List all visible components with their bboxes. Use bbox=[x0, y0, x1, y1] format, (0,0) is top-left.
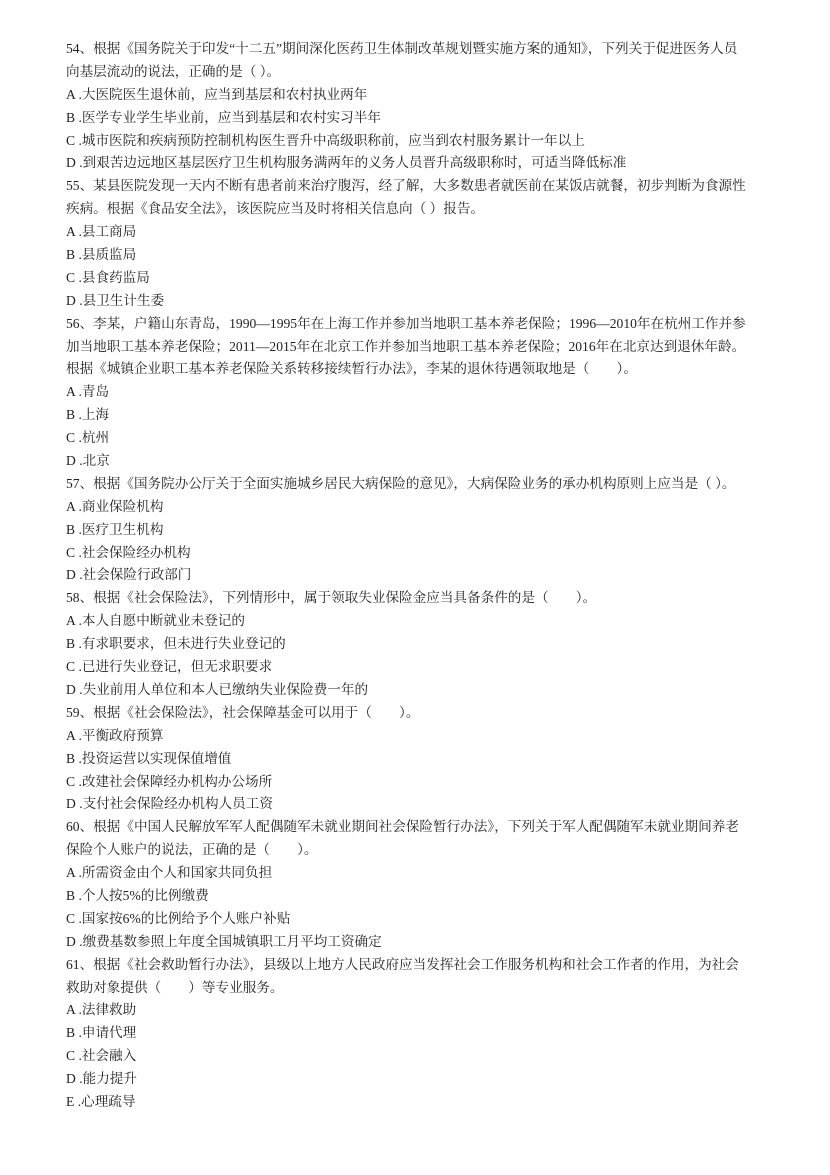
question-stem-line: 56、李某，户籍山东青岛，1990—1995年在上海工作并参加当地职工基本养老保险；1996—2010年在杭州工作并参 bbox=[66, 315, 746, 331]
question-block bbox=[66, 473, 776, 587]
answer-option: C .县食药监局 bbox=[66, 269, 150, 285]
question-block bbox=[66, 954, 776, 1114]
answer-option: B .投资运营以实现保值增值 bbox=[66, 750, 232, 766]
answer-option: A .商业保险机构 bbox=[66, 498, 164, 514]
question-stem-line: 54、根据《国务院关于印发“十二五”期间深化医药卫生体制改革规划暨实施方案的通知》，下列关于促进医务人员 bbox=[66, 41, 738, 56]
question-stem-line: 保险个人账户的说法，正确的是（ ）。 bbox=[66, 842, 318, 858]
answer-option: A .县工商局 bbox=[66, 224, 137, 240]
exam-document bbox=[66, 38, 776, 1114]
answer-option: B .申请代理 bbox=[66, 1025, 137, 1041]
question-stem-line: 救助对象提供（ ）等专业服务。 bbox=[66, 979, 284, 995]
question-stem-line: 疾病。根据《食品安全法》，该医院应当及时将相关信息向（ ）报告。 bbox=[66, 201, 485, 217]
question-stem-line: 向基层流动的说法，正确的是（ ）。 bbox=[66, 63, 281, 79]
answer-option: A .法律救助 bbox=[66, 1002, 137, 1018]
question-block bbox=[66, 313, 776, 473]
answer-option: D .能力提升 bbox=[66, 1071, 137, 1087]
question-stem-line: 60、根据《中国人民解放军军人配偶随军未就业期间社会保险暂行办法》，下列关于军人配偶随军未就业期间养老 bbox=[66, 819, 739, 835]
answer-option: B .有求职要求，但未进行失业登记的 bbox=[66, 636, 286, 652]
answer-option: D .北京 bbox=[66, 453, 110, 469]
answer-option: C .杭州 bbox=[66, 430, 110, 446]
question-stem-line: 加当地职工基本养老保险；2011—2015年在北京工作并参加当地职工基本养老保险；2016年在北京达到退休年龄。 bbox=[66, 338, 746, 354]
question-block bbox=[66, 587, 776, 701]
answer-option: C .改建社会保障经办机构办公场所 bbox=[66, 773, 273, 789]
answer-option: B .县质监局 bbox=[66, 247, 137, 263]
question-stem-line: 55、某县医院发现一天内不断有患者前来治疗腹泻，经了解，大多数患者就医前在某饭店就餐，初步判断为食源性 bbox=[66, 178, 746, 194]
question-block bbox=[66, 816, 776, 953]
answer-option: D .县卫生计生委 bbox=[66, 292, 165, 308]
answer-option: D .缴费基数参照上年度全国城镇职工月平均工资确定 bbox=[66, 933, 382, 949]
answer-option: A .青岛 bbox=[66, 384, 110, 400]
question-block bbox=[66, 38, 776, 175]
answer-option: B .上海 bbox=[66, 407, 110, 423]
answer-option: C .城市医院和疾病预防控制机构医生晋升中高级职称前，应当到农村服务累计一年以上 bbox=[66, 132, 585, 148]
question-block bbox=[66, 175, 776, 312]
answer-option: B .医疗卫生机构 bbox=[66, 521, 164, 537]
answer-option: D .社会保险行政部门 bbox=[66, 567, 192, 583]
answer-option: C .社会保险经办机构 bbox=[66, 544, 191, 560]
answer-option: C .国家按6%的比例给予个人账户补贴 bbox=[66, 910, 291, 926]
question-stem-line: 61、根据《社会救助暂行办法》，县级以上地方人民政府应当发挥社会工作服务机构和社会工作者的作用，为社会 bbox=[66, 956, 739, 972]
answer-option: E .心理疏导 bbox=[66, 1093, 136, 1109]
answer-option: B .医学专业学生毕业前，应当到基层和农村实习半年 bbox=[66, 109, 381, 125]
answer-option: B .个人按5%的比例缴费 bbox=[66, 887, 209, 903]
question-stem-line: 57、根据《国务院办公厅关于全面实施城乡居民大病保险的意见》，大病保险业务的承办机构原则上应当是（ ）。 bbox=[66, 475, 736, 491]
answer-option: A .本人自愿中断就业未登记的 bbox=[66, 613, 245, 629]
question-stem-line: 58、根据《社会保险法》，下列情形中，属于领取失业保险金应当具备条件的是（ ）。 bbox=[66, 590, 597, 606]
question-stem-line: 根据《城镇企业职工基本养老保险关系转移接续暂行办法》，李某的退休待遇领取地是（ ）。 bbox=[66, 361, 637, 377]
answer-option: A .所需资金由个人和国家共同负担 bbox=[66, 865, 273, 881]
answer-option: D .到艰苦边远地区基层医疗卫生机构服务满两年的义务人员晋升高级职称时，可适当降低标准 bbox=[66, 155, 627, 171]
answer-option: C .社会融入 bbox=[66, 1048, 137, 1064]
answer-option: D .失业前用人单位和本人已缴纳失业保险费一年的 bbox=[66, 681, 369, 697]
answer-option: A .平衡政府预算 bbox=[66, 727, 164, 743]
answer-option: A .大医院医生退休前，应当到基层和农村执业两年 bbox=[66, 86, 368, 102]
answer-option: C .已进行失业登记，但无求职要求 bbox=[66, 659, 273, 675]
question-stem-line: 59、根据《社会保险法》，社会保障基金可以用于（ ）。 bbox=[66, 704, 420, 720]
answer-option: D .支付社会保险经办机构人员工资 bbox=[66, 796, 273, 812]
question-block bbox=[66, 702, 776, 816]
